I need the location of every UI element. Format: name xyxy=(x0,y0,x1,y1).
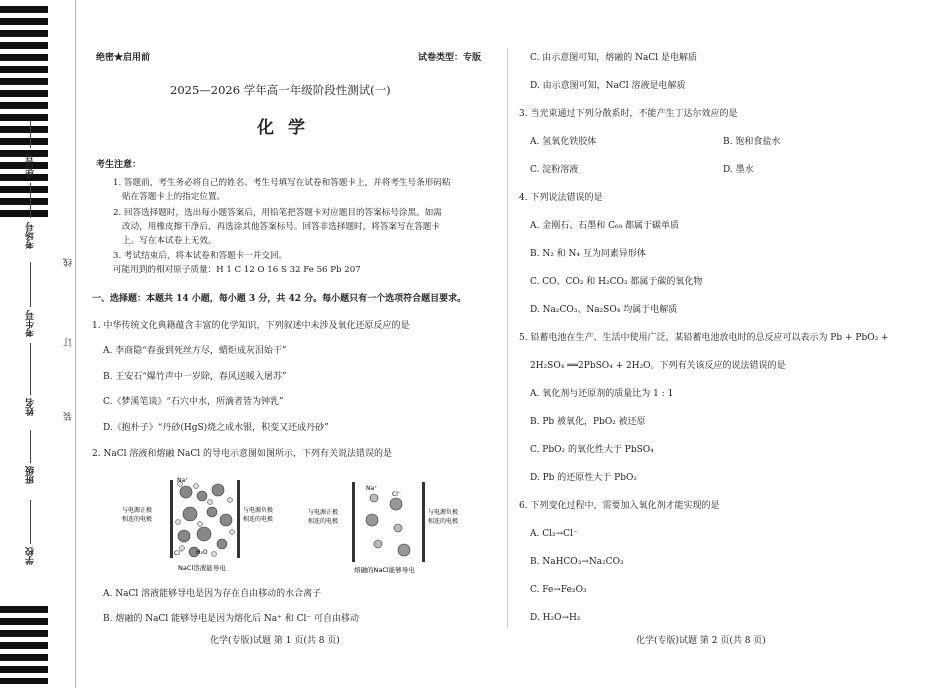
question-4-option-d: D. Na₂CO₃、Na₂SO₄ 均属于电解质 xyxy=(530,305,678,315)
question-1-option-d: D.《抱朴子》“丹砂(HgS)烧之成水银，积变又还成丹砂” xyxy=(103,423,329,433)
class-field: 班级 xyxy=(26,466,36,484)
notice-line: 1. 答题前，考生务必将自己的姓名、考生号填写在试卷和答题卡上，并将考生号条形码粘 xyxy=(113,178,451,188)
nacl-solution-diagram xyxy=(118,474,318,576)
notice-line: 上。写在本试卷上无效。 xyxy=(122,236,217,246)
question-2-option-a: A. NaCl 溶液能够导电是因为存在自由移动的水合离子 xyxy=(103,589,322,599)
cl-ion-label: Cl⁻ xyxy=(174,550,184,557)
question-2-stem: 2. NaCl 溶液和熔融 NaCl 的导电示意图如图所示，下列有关说法错误的是 xyxy=(92,449,393,459)
class-line xyxy=(30,430,31,463)
positive-electrode-label: 与电源正极 xyxy=(122,507,153,514)
question-3-option-c: C. 淀粉溶液 xyxy=(530,165,579,175)
anode-electrode-molten xyxy=(352,482,355,562)
hydrated-ions xyxy=(178,484,232,557)
exam-room-field: 考场号 xyxy=(26,222,36,249)
question-1-option-c: C.《梦溪笔谈》“石穴中水，所滴者皆为钟乳” xyxy=(103,397,284,407)
question-2-option-b: B. 熔融的 NaCl 能够导电是因为熔化后 Na⁺ 和 Cl⁻ 可自由移动 xyxy=(103,614,360,624)
molten-nacl-diagram xyxy=(308,478,488,580)
notice-line: 3. 考试结束后，将本试卷和答题卡一并交回。 xyxy=(113,251,288,261)
question-4-stem: 4. 下列说法错误的是 xyxy=(519,193,603,203)
question-6-stem: 6. 下列变化过程中，需要加入氧化剂才能实现的是 xyxy=(519,501,720,511)
cut-mark-bind: 装 xyxy=(64,412,74,421)
question-3-option-a: A. 氢氧化铁胶体 xyxy=(530,137,597,147)
question-4-option-a: A. 金刚石、石墨和 C₆₀ 都属于碳单质 xyxy=(530,221,680,231)
name-line xyxy=(30,343,31,395)
na-ion-label: Na⁺ xyxy=(177,477,189,484)
positive-electrode-label-2: 相连的电极 xyxy=(122,516,153,523)
cathode-electrode-molten xyxy=(422,482,425,562)
notice-line: 贴在答题卡上的指定位置。 xyxy=(122,192,226,202)
secret-label: 绝密★启用前 xyxy=(96,53,151,63)
question-2-option-d: D. 由示意图可知，NaCl 溶液是电解质 xyxy=(530,81,686,91)
question-1-stem: 1. 中华传统文化典籍蕴含丰富的化学知识，下列叙述中未涉及氧化还原反应的是 xyxy=(92,321,410,331)
exam-title: 2025—2026 学年高一年级阶段性测试(一) xyxy=(170,83,391,97)
question-6-option-a: A. Cl₂→Cl⁻ xyxy=(530,529,578,539)
question-5-option-a: A. 氧化剂与还原剂的质量比为 1 : 1 xyxy=(530,389,674,399)
molten-cl-label: Cl⁻ xyxy=(392,491,402,498)
subject-title: 化学 xyxy=(257,118,319,138)
question-3-option-b: B. 饱和食盐水 xyxy=(723,137,781,147)
seat-number-field: 座位号 xyxy=(26,152,36,179)
binding-line xyxy=(75,0,76,688)
column-separator xyxy=(507,48,508,628)
question-3-stem: 3. 当光束通过下列分散系时，不能产生丁达尔效应的是 xyxy=(519,109,738,119)
molten-negative-label: 与电源负极 xyxy=(428,509,459,516)
footer-page-1: 化学(专版)试题 第 1 页(共 8 页) xyxy=(210,636,340,646)
cathode-electrode xyxy=(237,480,240,558)
binding-stripes-bottom xyxy=(0,606,48,684)
binding-stripes-top xyxy=(0,6,48,218)
question-5-stem: 5. 铅蓄电池在生产、生活中使用广泛，某铅蓄电池放电时的总反应可以表示为 Pb + PbO₂ + xyxy=(519,333,889,343)
question-5-stem-cont: 2H₂SO₄ ══2PbSO₄ + 2H₂O。下列有关该反应的说法错误的是 xyxy=(530,361,786,371)
cut-mark-line: 线 xyxy=(64,258,74,267)
question-1-option-a: A. 李商隐“春蚕到死丝方尽，蜡炬成灰泪始干” xyxy=(103,346,287,356)
notice-line: 改动，用橡皮擦干净后，再选涂其他答案标号。回答非选择题时，将答案写在答题卡 xyxy=(122,222,440,232)
name-field: 姓名 xyxy=(26,398,36,416)
candidate-number-line xyxy=(30,262,31,307)
school-field: 学校 xyxy=(26,547,36,565)
notice-line: 2. 回答选择题时，选出每小题答案后，用铅笔把答题卡对应题目的答案标号涂黑。如需 xyxy=(113,208,442,218)
question-1-option-b: B. 王安石“爆竹声中一岁除，春风送暖入屠苏” xyxy=(103,372,287,382)
candidate-number-field: 考生号 xyxy=(26,310,36,337)
molten-na-label: Na⁺ xyxy=(366,485,378,492)
section-title: 一、选择题：本题共 14 小题，每小题 3 分，共 42 分。每小题只有一个选项符合题目要求。 xyxy=(92,294,467,304)
anode-electrode xyxy=(170,480,173,558)
notice-title: 考生注意： xyxy=(96,160,142,170)
molten-positive-label-2: 相连的电极 xyxy=(308,518,339,525)
question-5-option-d: D. Pb 的还原性大于 PbO₂ xyxy=(530,473,637,483)
molten-caption: 熔融的NaCl能够导电 xyxy=(354,566,415,574)
water-label: H₂O xyxy=(196,549,208,556)
question-5-option-c: C. PbO₂ 的氧化性大于 PbSO₄ xyxy=(530,445,654,455)
molten-ions xyxy=(366,494,410,556)
cut-mark-staple: 订 xyxy=(64,338,74,347)
school-line xyxy=(30,500,31,544)
question-6-option-c: C. Fe→Fe₂O₃ xyxy=(530,585,587,595)
question-4-option-b: B. N₂ 和 N₄ 互为同素异形体 xyxy=(530,249,646,259)
question-4-option-c: C. CO、CO₂ 和 H₂CO₃ 都属于碳的氧化物 xyxy=(530,277,703,287)
question-6-option-d: D. H₂O→H₂ xyxy=(530,613,581,623)
question-5-option-b: B. Pb 被氧化，PbO₂ 被还原 xyxy=(530,417,646,427)
question-3-option-d: D. 墨水 xyxy=(723,165,754,175)
paper-type: 试卷类型：专版 xyxy=(418,53,482,63)
footer-page-2: 化学(专版)试题 第 2 页(共 8 页) xyxy=(636,636,766,646)
molten-positive-label: 与电源正极 xyxy=(308,509,339,516)
seat-number-line xyxy=(30,120,31,148)
question-6-option-b: B. NaHCO₃→Na₂CO₃ xyxy=(530,557,624,567)
negative-electrode-label: 与电源负极 xyxy=(243,507,274,514)
question-2-option-c: C. 由示意图可知，熔融的 NaCl 是电解质 xyxy=(530,53,698,63)
solution-caption: NaCl溶液能导电 xyxy=(178,564,226,572)
negative-electrode-label-2: 相连的电极 xyxy=(243,516,274,523)
molten-negative-label-2: 相连的电极 xyxy=(428,518,459,525)
exam-room-line xyxy=(30,183,31,218)
atomic-masses: 可能用到的相对原子质量：H 1 C 12 O 16 S 32 Fe 56 Pb 207 xyxy=(113,265,361,275)
